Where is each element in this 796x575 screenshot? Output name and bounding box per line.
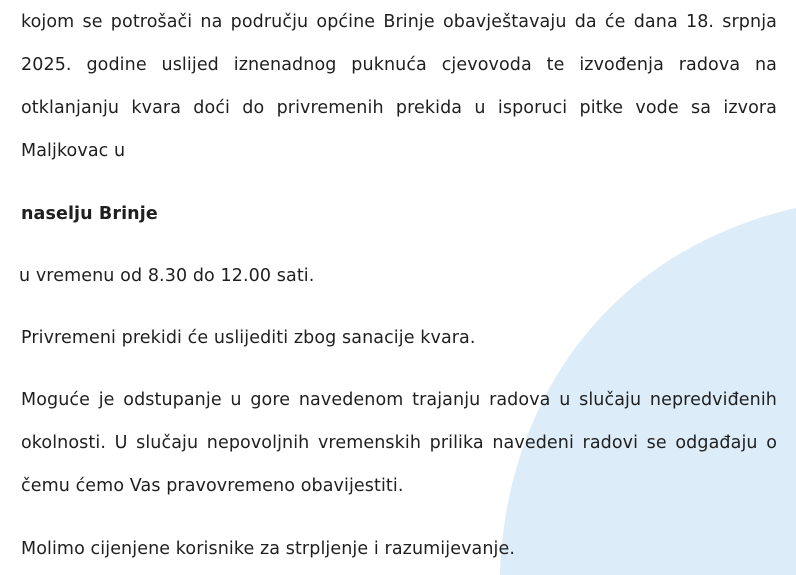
- notice-closing: Molimo cijenjene korisnike za strpljenje i razumijevanje.: [21, 539, 516, 559]
- notice-reason: Privremeni prekidi će uslijediti zbog sanacije kvara.: [21, 328, 476, 348]
- notice-location: naselju Brinje: [21, 204, 158, 224]
- notice-deviation: Moguće je odstupanje u gore navedenom trajanju radova u slučaju nepredviđenih okolnosti. U slučaju nepovoljnih vremenskih prilika navedeni radovi se odgađaju o čemu ćemo Vas pravovremeno obavijestiti.: [21, 390, 777, 496]
- notice-paragraph-intro: kojom se potrošači na području općine Brinje obavještavaju da će dana 18. srpnja 2025. godine uslijed iznenadnog puknuća cjevovoda te izvođenja radova na otklanjanju kvara doći do privremenih prekida u isporuci pitke vode sa izvora Maljkovac u: [21, 12, 777, 161]
- notice-time: u vremenu od 8.30 do 12.00 sati.: [19, 266, 315, 286]
